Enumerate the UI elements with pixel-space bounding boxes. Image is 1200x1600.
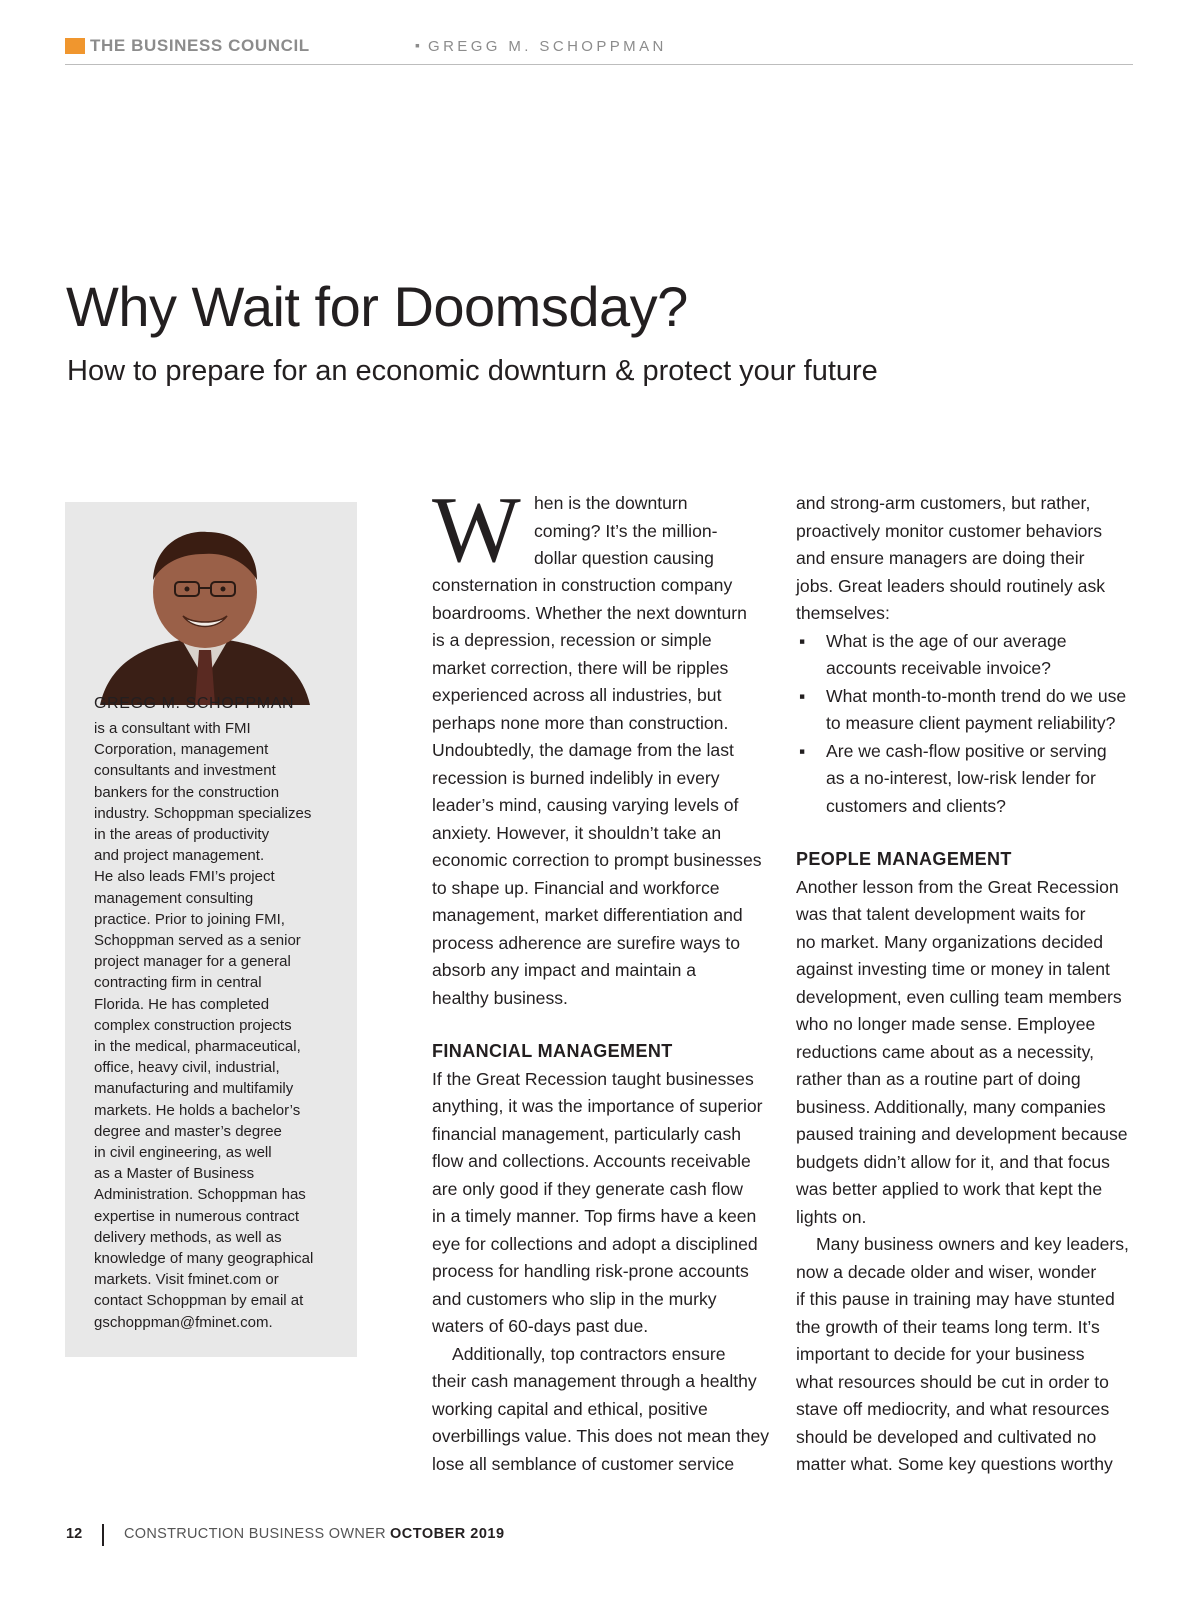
- text-line: Florida. He has completed: [94, 995, 270, 1013]
- text-line: Undoubtedly, the damage from the last: [432, 740, 734, 760]
- text-line: financial management, particularly cash: [432, 1123, 742, 1144]
- text-line: jobs. Great leaders should routinely ask: [796, 575, 1106, 596]
- list-item: [796, 683, 1141, 738]
- text-line: was that talent development waits for: [796, 904, 1086, 924]
- header-separator: ▪: [415, 37, 420, 53]
- article-column-1: [432, 478, 777, 1478]
- text-line: development, even culling team members: [796, 986, 1122, 1007]
- text-line: contracting firm in central: [94, 974, 262, 992]
- people-paragraph-1: [796, 874, 1141, 1232]
- question-list: [796, 628, 1141, 821]
- text-line: gschoppman@fminet.com.: [94, 1313, 273, 1331]
- text-line: who no longer made sense. Employee: [796, 1014, 1096, 1034]
- text-line: and ensure managers are doing their: [796, 548, 1085, 568]
- text-line: Corporation, management: [94, 741, 269, 759]
- text-line: practice. Prior to joining FMI,: [94, 910, 285, 928]
- issue-date: OCTOBER 2019: [390, 1526, 505, 1542]
- text-line: Are we cash-flow positive or serving: [826, 740, 1107, 761]
- text-line: in the medical, pharmaceutical,: [94, 1038, 301, 1056]
- financial-management-heading: FINANCIAL MANAGEMENT: [432, 1041, 673, 1061]
- text-line: flow and collections. Accounts receivable: [432, 1151, 751, 1171]
- text-line: Administration. Schoppman has: [94, 1186, 306, 1204]
- list-item: [796, 738, 1141, 821]
- text-line: process for handling risk-prone accounts: [432, 1261, 749, 1281]
- text-line: office, heavy civil, industrial,: [94, 1059, 280, 1077]
- article-title: Why Wait for Doomsday?: [66, 275, 688, 338]
- text-line: hen is the downturn: [534, 493, 688, 513]
- text-line: experienced across all industries, but: [432, 685, 722, 705]
- text-line: contact Schoppman by email at: [94, 1292, 304, 1310]
- text-line: in civil engineering, as well: [94, 1144, 272, 1162]
- text-line: eye for collections and adopt a disciplined: [432, 1233, 758, 1254]
- text-line: reductions came about as a necessity,: [796, 1041, 1094, 1062]
- article-column-2: [796, 490, 1141, 1479]
- section-title: THE BUSINESS COUNCIL: [90, 36, 310, 55]
- text-line: what resources should be cut in order to: [796, 1371, 1109, 1392]
- text-line: is a consultant with FMI: [94, 720, 251, 737]
- page-header: [65, 36, 1133, 65]
- text-line: and customers who slip in the murky: [432, 1288, 717, 1309]
- text-line: to measure client payment reliability?: [826, 713, 1116, 733]
- text-line: degree and master’s degree: [94, 1122, 282, 1140]
- text-line: management, market differentiation and: [432, 905, 743, 925]
- dropcap-lines: [534, 490, 718, 573]
- text-line: He also leads FMI’s project: [94, 868, 275, 886]
- text-line: market correction, there will be ripples: [432, 657, 729, 678]
- people-management-heading: PEOPLE MANAGEMENT: [796, 849, 1012, 869]
- text-line: knowledge of many geographical: [94, 1250, 314, 1268]
- page-number: 12: [66, 1526, 83, 1542]
- text-line: boardrooms. Whether the next downturn: [432, 602, 747, 623]
- text-line: Another lesson from the Great Recession: [796, 876, 1119, 897]
- text-line: process adherence are surefire ways to: [432, 932, 741, 953]
- text-line: in the areas of productivity: [94, 826, 270, 844]
- text-line: markets. He holds a bachelor’s: [94, 1101, 301, 1119]
- text-line: and strong-arm customers, but rather,: [796, 493, 1091, 513]
- author-portrait: [95, 520, 315, 705]
- text-line: consternation in construction company: [432, 575, 733, 595]
- text-line: perhaps none more than construction.: [432, 712, 729, 733]
- text-line: markets. Visit fminet.com or: [94, 1271, 279, 1289]
- header-author: GREGG M. SCHOPPMAN: [428, 38, 667, 55]
- text-line: working capital and ethical, positive: [432, 1398, 708, 1419]
- text-line: paused training and development because: [796, 1124, 1128, 1144]
- text-line: waters of 60-days past due.: [432, 1316, 649, 1336]
- text-line: if this pause in training may have stunted: [796, 1289, 1115, 1309]
- people-paragraph-2: [796, 1231, 1141, 1479]
- text-line: complex construction projects: [94, 1016, 292, 1034]
- text-line: was better applied to work that kept the: [796, 1179, 1103, 1199]
- text-line: What is the age of our average: [826, 630, 1067, 651]
- text-line: important to decide for your business: [796, 1344, 1085, 1364]
- author-name: GREGG M. SCHOPPMAN: [94, 695, 295, 712]
- text-line: industry. Schoppman specializes: [94, 804, 312, 822]
- text-line: accounts receivable invoice?: [826, 658, 1051, 678]
- text-line: the growth of their teams long term. It’s: [796, 1316, 1100, 1337]
- text-line: budgets didn’t allow for it, and that focus: [796, 1151, 1110, 1172]
- text-line: as a no-interest, low-risk lender for: [826, 768, 1096, 788]
- financial-paragraph-1: [432, 1066, 777, 1341]
- footer-divider: [102, 1524, 104, 1546]
- text-line: project manager for a general: [94, 953, 291, 971]
- text-line: proactively monitor customer behaviors: [796, 520, 1103, 541]
- text-line: What month-to-month trend do we use: [826, 685, 1127, 706]
- bullet-icon: ▪: [799, 630, 806, 651]
- text-line: as a Master of Business: [94, 1165, 255, 1183]
- magazine-name: CONSTRUCTION BUSINESS OWNER: [124, 1526, 386, 1542]
- text-line: overbillings value. This does not mean they: [432, 1426, 770, 1446]
- author-bio-box: [65, 502, 357, 1357]
- text-line: consultants and investment: [94, 762, 276, 780]
- text-line: should be developed and cultivated no: [796, 1426, 1097, 1447]
- list-item: [796, 628, 1141, 683]
- text-line: delivery methods, as well as: [94, 1228, 282, 1246]
- text-line: healthy business.: [432, 987, 568, 1008]
- text-line: anxiety. However, it shouldn’t take an: [432, 822, 722, 843]
- text-line: themselves:: [796, 603, 890, 623]
- text-line: anything, it was the importance of superior: [432, 1096, 763, 1116]
- text-line: bankers for the construction: [94, 783, 280, 801]
- text-line: economic correction to prompt businesses: [432, 850, 762, 870]
- text-line: expertise in numerous contract: [94, 1207, 300, 1225]
- financial-paragraph-2: [432, 1341, 777, 1479]
- text-line: in a timely manner. Top firms have a keen: [432, 1206, 757, 1226]
- text-line: no market. Many organizations decided: [796, 931, 1104, 952]
- intro-paragraph: [432, 572, 777, 1012]
- article-subtitle: How to prepare for an economic downturn & protect your future: [67, 355, 878, 387]
- text-line: manufacturing and multifamily: [94, 1080, 294, 1098]
- text-line: now a decade older and wiser, wonder: [796, 1261, 1097, 1282]
- text-line: management consulting: [94, 889, 254, 907]
- bullet-icon: ▪: [799, 740, 806, 761]
- section-marker: [65, 38, 85, 54]
- text-line: business. Additionally, many companies: [796, 1096, 1106, 1117]
- text-line: is a depression, recession or simple: [432, 630, 712, 650]
- continued-paragraph: [796, 490, 1141, 628]
- text-line: against investing time or money in talent: [796, 959, 1110, 979]
- text-line: coming? It’s the million-: [534, 520, 718, 541]
- text-line: absorb any impact and maintain a: [432, 960, 697, 980]
- text-line: are only good if they generate cash flow: [432, 1178, 744, 1199]
- text-line: customers and clients?: [826, 795, 1006, 816]
- text-line: lights on.: [796, 1206, 867, 1227]
- text-line: If the Great Recession taught businesses: [432, 1068, 754, 1089]
- text-line: to shape up. Financial and workforce: [432, 877, 720, 898]
- intro-dropcap-block: [432, 478, 777, 582]
- text-line: and project management.: [94, 847, 265, 865]
- text-line: Many business owners and key leaders,: [816, 1234, 1129, 1254]
- bullet-icon: ▪: [799, 685, 806, 706]
- text-line: their cash management through a healthy: [432, 1371, 757, 1391]
- text-line: leader’s mind, causing varying levels of: [432, 795, 739, 815]
- text-line: matter what. Some key questions worthy: [796, 1454, 1113, 1474]
- text-line: dollar question causing: [534, 548, 714, 568]
- text-line: stave off mediocrity, and what resources: [796, 1399, 1110, 1419]
- text-line: rather than as a routine part of doing: [796, 1069, 1081, 1089]
- drop-cap: W: [432, 478, 521, 582]
- text-line: Schoppman served as a senior: [94, 932, 301, 950]
- text-line: Additionally, top contractors ensure: [452, 1343, 726, 1364]
- text-line: lose all semblance of customer service: [432, 1453, 735, 1474]
- text-line: recession is burned indelibly in every: [432, 767, 720, 788]
- author-bio: [94, 718, 334, 1333]
